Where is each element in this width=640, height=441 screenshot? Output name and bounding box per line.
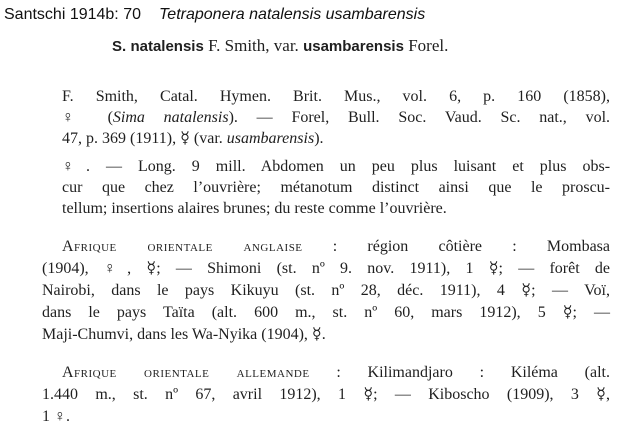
reference-line: F. Smith, Catal. Hymen. Brit. Mus., vol. 6, p. 160 (1858), <box>62 88 610 105</box>
description-line: ♀. — Long. 9 mill. Abdomen un peu plus luisant et plus obs- <box>62 158 611 175</box>
reference-line: ♀ (Sima natalensis). — Forel, Bull. Soc. Vaud. Sc. nat., vol. <box>62 109 611 126</box>
female-symbol: ♀ <box>62 109 89 126</box>
species-title: S. natalensis F. Smith, var. usambarensis Forel. <box>112 36 449 55</box>
locality-line: 1.440 m., st. nº 67, avril 1912), 1 ☿; — Kiboscho (1909), 3 ☿, <box>42 386 610 403</box>
citation: Santschi 1914b: 70 <box>4 6 141 23</box>
description-line: tellum; insertions alaires brunes; du reste comme l’ouvrière. <box>62 200 447 217</box>
locality-line: Afrique orientale anglaise : région côtière : Mombasa <box>62 238 610 255</box>
page-header <box>4 6 425 24</box>
locality-line: Nairobi, dans le pays Kikuyu (st. nº 28, déc. 1911), 4 ☿; — Voï, <box>42 282 610 299</box>
worker-symbol: ☿ <box>180 130 190 147</box>
region-name: Afrique orientale anglaise <box>62 238 303 255</box>
reference-line: 47, p. 369 (1911), ☿ (var. usambarensis). <box>62 130 324 147</box>
locality-line: Afrique orientale allemande : Kilimandjaro : Kiléma (alt. <box>62 364 610 381</box>
taxon-name: Tetraponera natalensis usambarensis <box>159 6 426 23</box>
locality-line: (1904), ♀, ☿; — Shimoni (st. nº 9. nov. 1911), 1 ☿; — forêt de <box>42 260 610 277</box>
locality-line: 1 ♀. <box>42 408 70 425</box>
locality-line: dans le pays Taïta (alt. 600 m., st. nº 60, mars 1912), 5 ☿; — <box>42 304 610 321</box>
region-name: Afrique orientale allemande <box>62 364 310 381</box>
female-symbol: ♀. <box>62 158 91 175</box>
description-line: cur que chez l’ouvrière; métanotum distinct ainsi que le proscu- <box>62 179 610 196</box>
locality-line: Maji-Chumvi, dans les Wa-Nyika (1904), ☿. <box>42 326 326 343</box>
